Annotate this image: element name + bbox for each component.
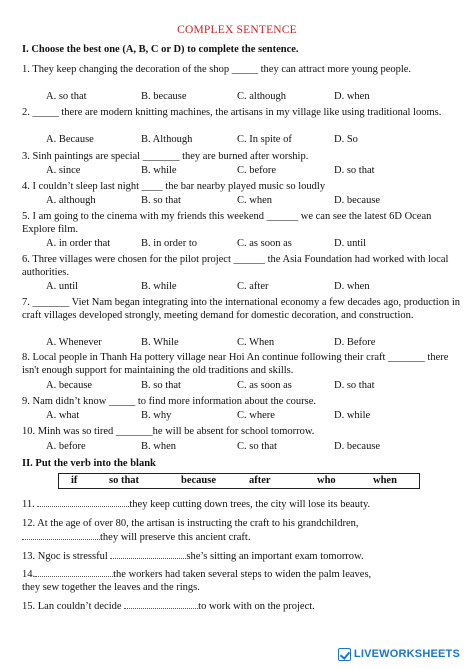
item-text: the workers had taken several steps to widen the palm leaves,: [113, 569, 372, 580]
fill-item-11: [22, 497, 460, 511]
question-5-options: [46, 238, 466, 251]
item-number: 13.: [22, 551, 36, 562]
option-d[interactable]: D. while: [334, 410, 371, 421]
question-6-options: [46, 281, 466, 294]
question-9-options: [46, 410, 466, 423]
item-number: 11.: [22, 499, 35, 510]
item-text: Ngoc is stressful: [37, 551, 108, 562]
question-4-options: [46, 195, 466, 208]
option-a[interactable]: A. before: [46, 441, 86, 452]
item-text-continued: to work with on the project.: [198, 601, 315, 612]
option-d[interactable]: D. when: [334, 91, 370, 102]
fill-item-12: [22, 517, 460, 544]
word-when: when: [373, 475, 397, 486]
liveworksheets-logo: [338, 647, 460, 661]
section-1-heading: I. Choose the best one (A, B, C or D) to complete the sentence.: [22, 44, 299, 55]
word-who: who: [317, 475, 336, 486]
option-c[interactable]: C. as soon as: [237, 380, 292, 391]
word-after: after: [249, 475, 271, 486]
option-d[interactable]: D. because: [334, 195, 381, 206]
item-text-continued: they sew together the leaves and the rings.: [22, 582, 200, 594]
option-a[interactable]: A. because: [46, 380, 93, 391]
option-b[interactable]: B. so that: [141, 380, 181, 391]
question-8: 8. Local people in Thanh Ha pottery village near Hoi An continue following their craft _______ there isn't enough support for maintaining the old traditions and skills.: [22, 352, 449, 377]
question-1: 1. They keep changing the decoration of the shop _____ they can attract more young people.: [22, 64, 412, 75]
option-a[interactable]: A. Because: [46, 134, 94, 145]
question-3-options: [46, 165, 466, 178]
option-c[interactable]: C. after: [237, 281, 269, 292]
option-d[interactable]: D. Before: [334, 337, 376, 348]
option-c[interactable]: C. although: [237, 91, 286, 102]
question-10: 10. Minh was so tired _______he will be absent for school tomorrow.: [22, 426, 315, 437]
answer-blank[interactable]: [37, 497, 129, 507]
option-d[interactable]: D. So: [334, 134, 358, 145]
check-icon: [338, 648, 351, 661]
option-d[interactable]: D. because: [334, 441, 381, 452]
brand-name: LIVEWORKSHEETS: [353, 648, 460, 660]
option-d[interactable]: D. until: [334, 238, 367, 249]
question-2: 2. _____ there are modern knitting machines, the artisans in my village like using traditional looms.: [22, 107, 442, 118]
question-8-options: [46, 380, 466, 393]
item-text: At the age of over 80, the artisan is instructing the craft to his grandchildren,: [37, 518, 359, 529]
option-c[interactable]: C. when: [237, 195, 272, 206]
question-3: 3. Sinh paintings are special _______ they are burned after worship.: [22, 151, 309, 162]
item-number: 14.: [22, 569, 36, 580]
option-a[interactable]: A. Whenever: [46, 337, 102, 348]
option-b[interactable]: B. while: [141, 165, 177, 176]
item-number: 12.: [22, 518, 36, 529]
option-d[interactable]: D. so that: [334, 165, 375, 176]
question-4: 4. I couldn’t sleep last night ____ the bar nearby played music so loudly: [22, 181, 326, 192]
option-c[interactable]: C. where: [237, 410, 275, 421]
question-7-options: [46, 337, 466, 350]
item-text: Lan couldn’t decide: [37, 601, 122, 612]
option-b[interactable]: B. While: [141, 337, 179, 348]
option-c[interactable]: C. so that: [237, 441, 277, 452]
option-a[interactable]: A. since: [46, 165, 81, 176]
option-b[interactable]: B. Although: [141, 134, 193, 145]
word-so-that: so that: [109, 475, 140, 486]
option-c[interactable]: C. before: [237, 165, 277, 176]
option-c[interactable]: C. In spite of: [237, 134, 292, 145]
fill-item-13: [22, 549, 460, 563]
option-a[interactable]: A. so that: [46, 91, 87, 102]
item-text-continued: they will preserve this ancient craft.: [100, 532, 251, 544]
option-d[interactable]: D. so that: [334, 380, 375, 391]
option-a[interactable]: A. in order that: [46, 238, 111, 249]
question-10-options: [46, 441, 466, 454]
option-a[interactable]: A. until: [46, 281, 79, 292]
option-d[interactable]: D. when: [334, 281, 370, 292]
fill-item-15: [22, 599, 460, 613]
option-b[interactable]: B. when: [141, 441, 176, 452]
word-if: if: [71, 475, 78, 486]
answer-blank[interactable]: [35, 567, 113, 577]
option-b[interactable]: B. while: [141, 281, 177, 292]
option-b[interactable]: B. in order to: [141, 238, 197, 249]
option-b[interactable]: B. why: [141, 410, 172, 421]
question-1-options: [46, 91, 466, 104]
option-c[interactable]: C. as soon as: [237, 238, 292, 249]
question-2-options: [46, 134, 466, 147]
answer-blank[interactable]: [22, 530, 100, 540]
answer-blank[interactable]: [124, 599, 198, 609]
item-text-continued: she’s sitting an important exam tomorrow.: [186, 551, 364, 562]
word-box: [58, 473, 420, 489]
option-a[interactable]: A. although: [46, 195, 96, 206]
fill-item-14: [22, 567, 460, 594]
option-a[interactable]: A. what: [46, 410, 80, 421]
question-5: 5. I am going to the cinema with my friends this weekend ______ we can see the latest 6D Ocean Explore film.: [22, 211, 432, 236]
worksheet-title: COMPLEX SENTENCE: [177, 24, 297, 36]
option-b[interactable]: B. because: [141, 91, 187, 102]
item-number: 15.: [22, 601, 36, 612]
option-c[interactable]: C. When: [237, 337, 275, 348]
section-2-heading: II. Put the verb into the blank: [22, 458, 156, 469]
answer-blank[interactable]: [110, 549, 186, 559]
item-text: they keep cutting down trees, the city will lose its beauty.: [129, 499, 371, 510]
option-b[interactable]: B. so that: [141, 195, 181, 206]
question-7: 7. _______ Viet Nam began integrating into the international economy a few decades ago, production in craft villages developed strongly, meeting demand for domestic decoration, and construction.: [22, 297, 461, 322]
question-6: 6. Three villages were chosen for the pilot project ______ the Asia Foundation had worked with local authorities.: [22, 254, 449, 279]
word-because: because: [181, 475, 216, 486]
question-9: 9. Nam didn’t know _____ to find more information about the course.: [22, 396, 317, 407]
